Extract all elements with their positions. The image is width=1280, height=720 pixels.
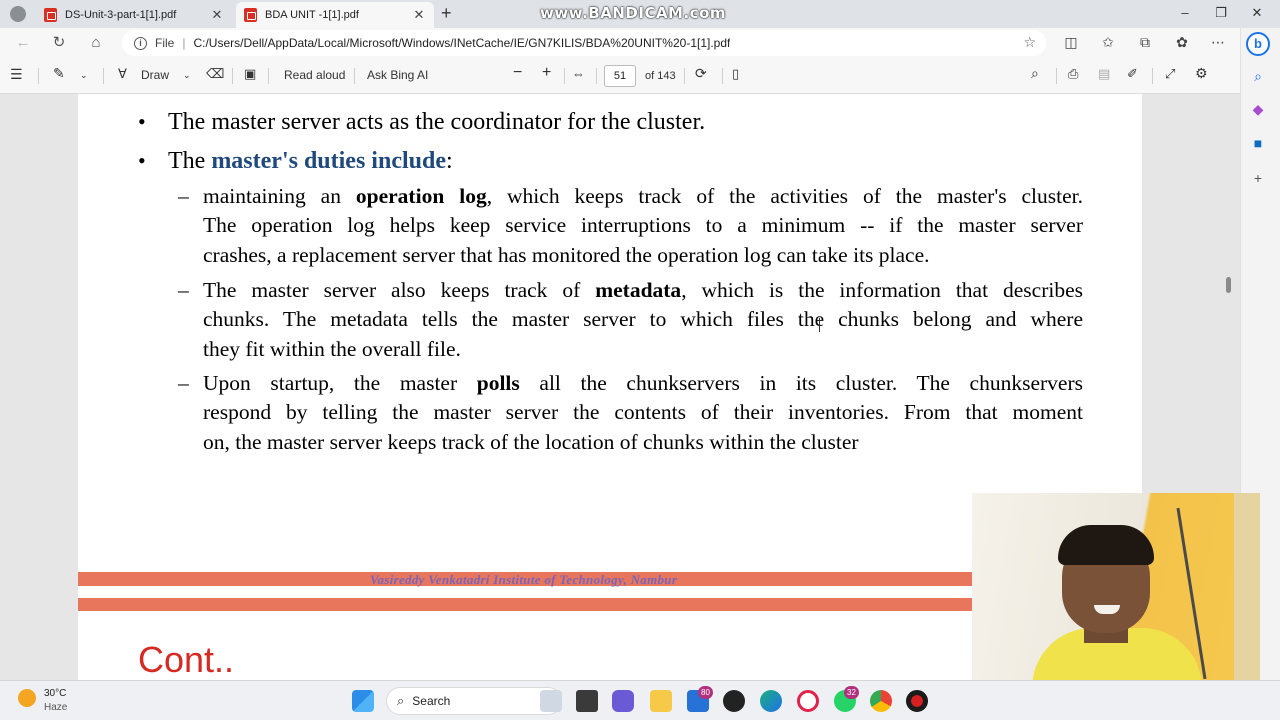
print-icon[interactable]: ⎙	[1068, 66, 1079, 81]
collections-icon[interactable]: ⧉	[1140, 34, 1150, 50]
divider	[1056, 68, 1057, 84]
minimize-button[interactable]: –	[1181, 5, 1189, 20]
next-slide-title: Cont..	[138, 639, 235, 680]
page-view-icon[interactable]: ▯	[732, 66, 740, 81]
home-button[interactable]: ⌂	[91, 34, 101, 51]
sub-item-text: The master server also keeps track of metadata, which is the information that describes chunks. The metadata tells the master server to which files the chunks belong and where they fit within the overall file.	[203, 278, 1083, 361]
search-icon: ⌕	[397, 693, 405, 708]
copilot-taskbar-icon[interactable]	[540, 690, 562, 712]
tab-title: BDA UNIT -1[1].pdf	[265, 9, 359, 21]
favorites-icon[interactable]: ✩	[1102, 34, 1114, 50]
close-icon[interactable]: ✕	[211, 7, 223, 22]
outlook-icon[interactable]: ■	[1253, 135, 1263, 151]
rotate-icon[interactable]: ⟳	[695, 65, 707, 81]
divider	[722, 68, 723, 84]
settings-gear-icon[interactable]: ⚙	[1195, 65, 1208, 81]
tab-strip	[0, 0, 1280, 28]
address-input[interactable]	[122, 30, 1046, 56]
sub-item-text: maintaining an operation log, which keeps track of the activities of the master's cluster. The operation log helps keep service interruptions to a minimum -- if the master server crashes, a replacement server that has monitored the operation log can take its place.	[203, 184, 1083, 267]
divider	[1152, 68, 1153, 84]
sub-item-text: Upon startup, the master polls all the chunkservers in its cluster. The chunkservers respond by telling the master server the contents of their inventories. From that moment on, the master server keeps track of the location of chunks within the cluster	[203, 371, 1083, 454]
search-placeholder: Search	[412, 694, 451, 708]
divider	[684, 68, 685, 84]
search-icon[interactable]: ⌕	[1031, 65, 1039, 81]
institution-footer: Vasireddy Venkatadri Institute of Technology, Nambur	[370, 572, 678, 587]
bullet-text: The master's duties include:	[168, 148, 453, 174]
page-number-input[interactable]: 51	[604, 65, 636, 87]
weather-condition[interactable]: Haze	[44, 702, 68, 713]
opera-icon[interactable]	[797, 690, 819, 712]
tab-title: DS-Unit-3-part-1[1].pdf	[65, 9, 177, 21]
webcam-overlay	[972, 493, 1260, 680]
taskbar	[0, 680, 1280, 720]
profile-icon[interactable]	[10, 6, 26, 22]
dash-icon: –	[178, 184, 189, 208]
recorder-watermark: www.BANDICAM.com	[540, 4, 727, 22]
dash-icon: –	[178, 278, 189, 302]
divider	[268, 68, 269, 84]
favorite-star-icon[interactable]: ☆	[1023, 34, 1036, 50]
fit-width-icon[interactable]: ⇔	[572, 66, 585, 81]
presenter-hair	[1058, 525, 1154, 565]
task-view-icon[interactable]	[576, 690, 598, 712]
more-menu-icon[interactable]: ⋯	[1211, 34, 1225, 50]
address-bar-row	[0, 28, 1240, 58]
bullet-icon: •	[138, 148, 146, 173]
divider	[232, 68, 233, 84]
save-icon[interactable]: ▤	[1098, 66, 1111, 81]
highlight-icon[interactable]: ✎	[53, 65, 65, 81]
save-as-icon[interactable]: ✐	[1127, 66, 1138, 81]
edge-browser-icon[interactable]	[760, 690, 782, 712]
url-text: C:/Users/Dell/AppData/Local/Microsoft/Windows/INetCache/IE/GN7KILIS/BDA%20UNIT%20-1[1].pdf	[193, 36, 731, 50]
highlight-phrase: master's duties include	[211, 148, 446, 174]
scrollbar-thumb[interactable]	[1226, 277, 1231, 293]
add-app-icon[interactable]: +	[1253, 170, 1263, 186]
dash-icon: –	[178, 371, 189, 395]
pdf-icon	[44, 8, 57, 22]
pdf-icon	[244, 8, 257, 22]
close-icon[interactable]: ✕	[413, 7, 425, 22]
read-aloud-button[interactable]: Read aloud	[284, 68, 346, 82]
pdf-toolbar	[0, 58, 1240, 94]
shopping-icon[interactable]: ◆	[1252, 101, 1264, 117]
refresh-button[interactable]: ↻	[52, 34, 66, 51]
divider	[564, 68, 565, 84]
divider: |	[182, 36, 186, 50]
info-icon[interactable]: i	[134, 37, 147, 50]
dell-icon[interactable]	[723, 690, 745, 712]
zoom-out-button[interactable]: −	[513, 64, 523, 81]
close-window-button[interactable]: ✕	[1251, 5, 1263, 20]
divider	[38, 68, 39, 84]
notification-badge: 80	[698, 686, 713, 699]
teams-chat-icon[interactable]	[612, 690, 634, 712]
bullet-icon: •	[138, 109, 146, 134]
text-cursor	[819, 318, 823, 332]
divider	[103, 68, 104, 84]
divider	[596, 68, 597, 84]
back-button[interactable]: ←	[15, 34, 31, 51]
search-icon[interactable]: ⌕	[1254, 68, 1262, 84]
page-total: of 143	[645, 70, 676, 82]
eraser-icon[interactable]: ⌫	[206, 66, 225, 81]
ask-bing-button[interactable]: Ask Bing AI	[367, 68, 429, 82]
tab-ds-unit[interactable]	[36, 2, 232, 28]
weather-sun-icon[interactable]	[18, 689, 36, 707]
text-icon[interactable]: ▣	[244, 66, 257, 81]
split-screen-icon[interactable]: ◫	[1064, 34, 1078, 50]
zoom-in-button[interactable]: +	[542, 64, 552, 81]
chevron-down-icon[interactable]: ⌄	[80, 70, 88, 80]
taskbar-search[interactable]	[386, 687, 562, 715]
chevron-down-icon[interactable]: ⌄	[183, 70, 191, 80]
draw-icon[interactable]: ∀	[118, 66, 127, 81]
bullet-text: The master server acts as the coordinator for the cluster.	[168, 109, 706, 135]
start-windows-icon[interactable]	[352, 690, 374, 712]
maximize-button[interactable]: ❐	[1215, 5, 1227, 20]
divider	[354, 68, 355, 84]
record-icon[interactable]	[906, 690, 928, 712]
copilot-icon[interactable]: b	[1246, 32, 1270, 56]
file-explorer-icon[interactable]	[650, 690, 672, 712]
extensions-icon[interactable]: ✿	[1176, 34, 1188, 50]
draw-button[interactable]: Draw	[141, 68, 170, 82]
contents-icon[interactable]: ☰	[10, 66, 23, 82]
tab-bda-unit[interactable]	[236, 2, 434, 28]
notification-badge: 32	[844, 686, 859, 699]
weather-temperature[interactable]: 30°C	[44, 688, 67, 699]
chrome-icon[interactable]	[870, 690, 892, 712]
new-tab-button[interactable]: +	[441, 3, 452, 23]
scheme-label: File	[155, 36, 175, 50]
fullscreen-icon[interactable]: ⤢	[1165, 66, 1176, 81]
webcam-curtain	[1234, 493, 1260, 680]
